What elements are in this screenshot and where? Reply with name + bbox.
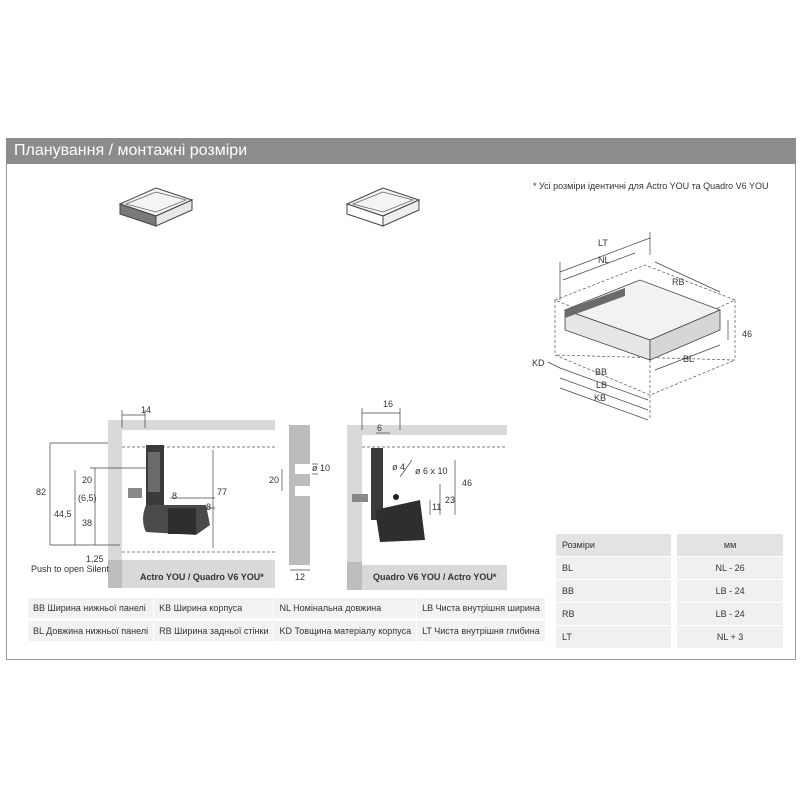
dimensions-header-unit: мм	[677, 534, 783, 557]
dimensions-header-name: Розміри	[556, 534, 671, 557]
dim-6-5: (6,5)	[78, 493, 97, 503]
legend-row	[28, 620, 545, 642]
table-row	[556, 603, 783, 626]
label-bl: BL	[683, 354, 695, 364]
drawer-icon-quadro	[343, 178, 423, 228]
legend-table	[28, 598, 546, 641]
dim-diam-6x10: ø 6 x 10	[415, 466, 448, 476]
legend-cell: LT Чиста внутрішня глибина	[417, 620, 546, 642]
dimensions-note: * Усі розміри ідентичні для Actro YOU та Quadro V6 YOU	[533, 181, 769, 191]
isometric-drawing	[520, 208, 790, 438]
label-46: 46	[742, 329, 753, 339]
right-section-drawing	[340, 395, 515, 590]
left-caption: Actro YOU / Quadro V6 YOU*	[140, 572, 264, 582]
drawer-icon-actro	[116, 178, 196, 228]
label-bb: BB	[595, 367, 608, 377]
dimension-name: RB	[556, 603, 671, 626]
dim-14: 14	[141, 405, 152, 415]
dimension-formula: NL - 26	[677, 557, 783, 580]
label-lb: LB	[596, 380, 608, 390]
dim-44-5: 44,5	[54, 509, 72, 519]
legend-cell: NL Номінальна довжина	[274, 598, 417, 620]
dim-20: 20	[82, 475, 93, 485]
dimension-name: BB	[556, 580, 671, 603]
middle-section-drawing	[260, 420, 340, 585]
legend-cell: RB Ширина задньої стінки	[154, 620, 274, 642]
label-lt: LT	[598, 238, 608, 248]
dimension-formula: LB - 24	[677, 603, 783, 626]
dim-46: 46	[462, 478, 473, 488]
dim-diam-10: ø 10	[312, 463, 331, 473]
dim-77: 77	[217, 487, 228, 497]
legend-cell: BL Довжина нижньої панелі	[28, 620, 154, 642]
right-caption: Quadro V6 YOU / Actro YOU*	[373, 572, 497, 582]
dimensions-table	[556, 534, 783, 649]
dim-23: 23	[445, 495, 456, 505]
dim-20-mid: 20	[269, 475, 280, 485]
table-row	[556, 580, 783, 603]
dimensions-header-row	[556, 534, 783, 557]
dim-6: 6	[377, 423, 383, 433]
dimension-formula: LB - 24	[677, 580, 783, 603]
dim-12: 12	[295, 572, 306, 582]
dim-38: 38	[82, 518, 93, 528]
dim-8b: 8	[206, 502, 212, 512]
dim-11: 11	[432, 502, 442, 512]
legend-row	[28, 598, 545, 620]
table-row	[556, 626, 783, 649]
label-nl: NL	[598, 255, 610, 265]
dim-diam-4: ø 4	[392, 462, 406, 472]
dim-82: 82	[36, 487, 47, 497]
dim-1-25: 1,25	[86, 554, 104, 564]
label-kd: KD	[532, 358, 545, 368]
legend-cell: LB Чиста внутрішня ширина	[417, 598, 546, 620]
dimension-name: BL	[556, 557, 671, 580]
label-kb: KB	[594, 393, 607, 403]
push-to-open-label: Push to open Silent	[31, 564, 110, 574]
left-section-drawing	[28, 400, 278, 595]
label-rb: RB	[672, 277, 685, 287]
legend-cell: BB Ширина нижньої панелі	[28, 598, 154, 620]
dim-8a: 8	[172, 491, 178, 501]
dimension-formula: NL + 3	[677, 626, 783, 649]
legend-cell: KB Ширина корпуса	[154, 598, 274, 620]
dimension-name: LT	[556, 626, 671, 649]
dim-16: 16	[383, 399, 394, 409]
page-title: Планування / монтажні розміри	[6, 138, 796, 164]
table-row	[556, 557, 783, 580]
legend-cell: KD Товщина матеріалу корпуса	[274, 620, 417, 642]
